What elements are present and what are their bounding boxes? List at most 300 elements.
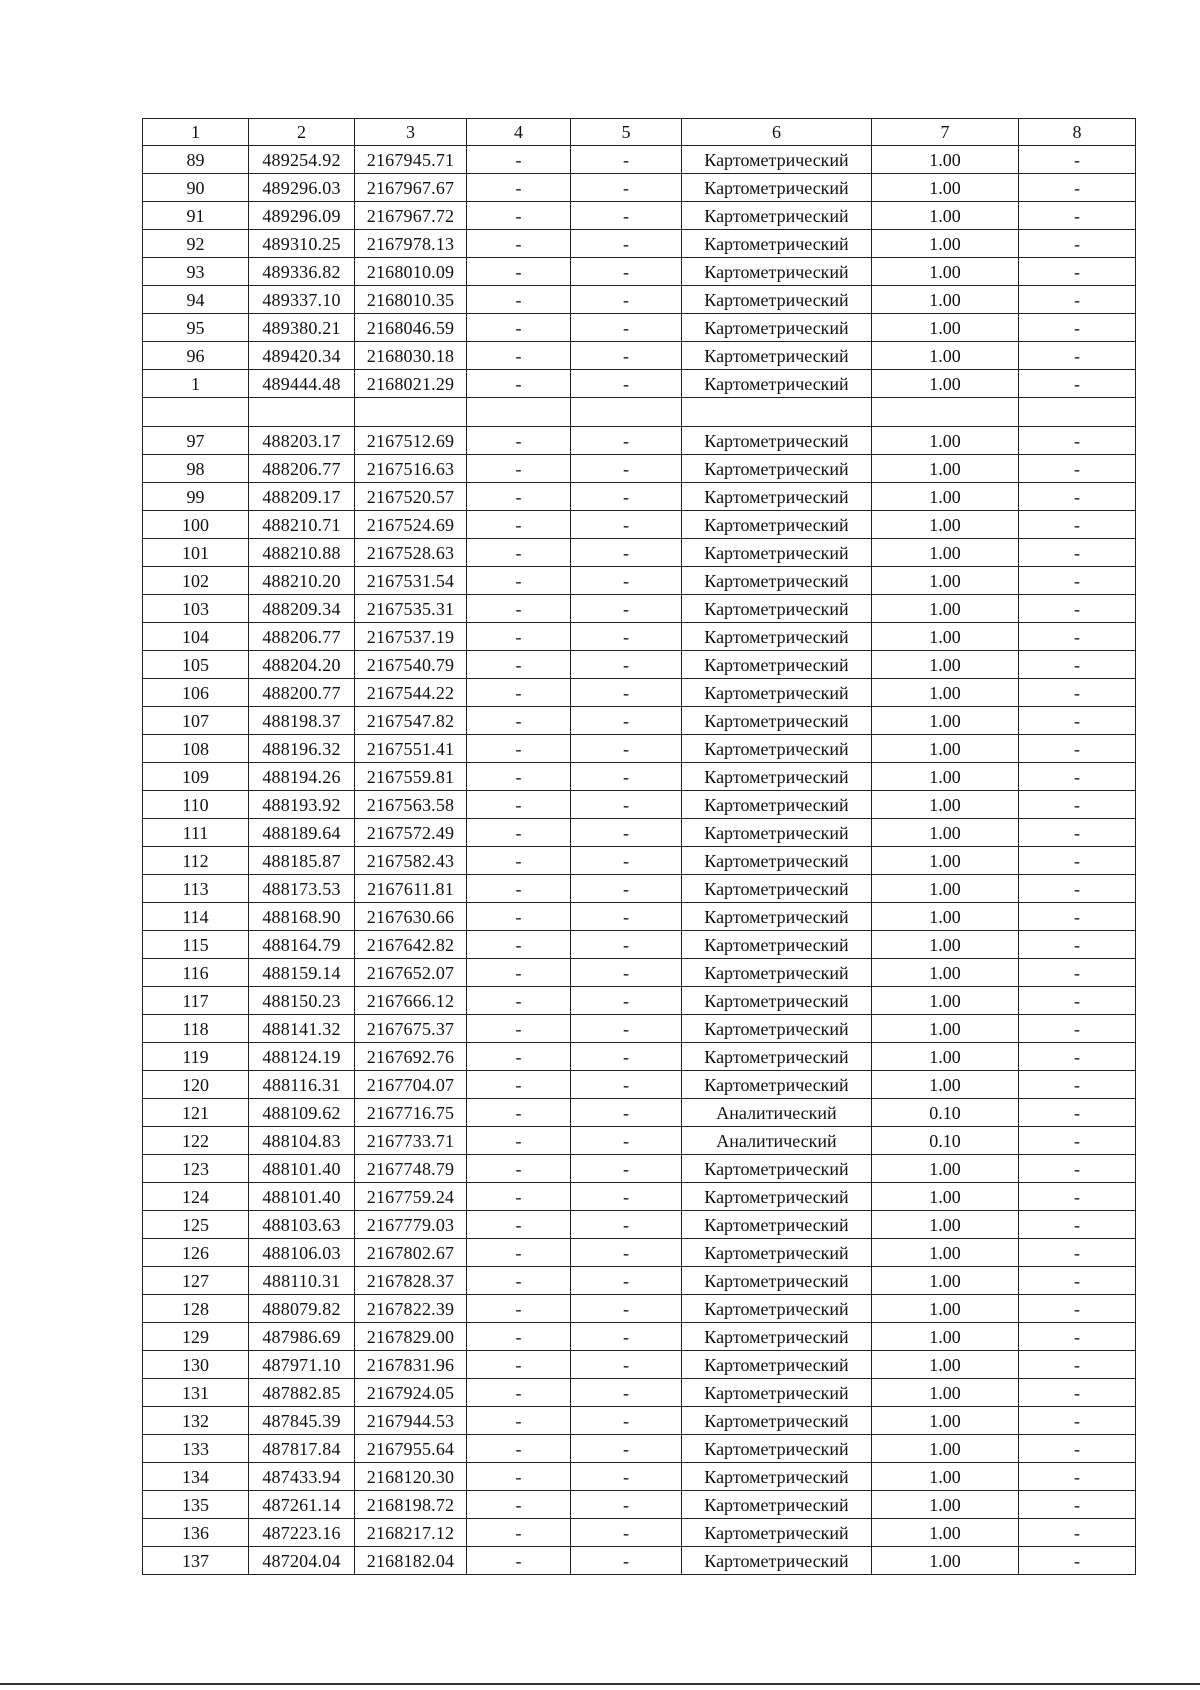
method-cell: Картометрический	[682, 1239, 872, 1267]
col8-cell: -	[1019, 707, 1136, 735]
accuracy-cell: 1.00	[872, 763, 1019, 791]
accuracy-cell: 1.00	[872, 1547, 1019, 1575]
table-row	[143, 623, 1136, 651]
method-cell: Картометрический	[682, 1435, 872, 1463]
method-cell: Картометрический	[682, 1295, 872, 1323]
col4-cell: -	[467, 1043, 571, 1071]
col8-cell: -	[1019, 1351, 1136, 1379]
y-coordinate-cell: 2167748.79	[355, 1155, 467, 1183]
y-coordinate-cell: 2167540.79	[355, 651, 467, 679]
col8-cell: -	[1019, 1547, 1136, 1575]
y-coordinate-cell: 2167544.22	[355, 679, 467, 707]
col5-cell: -	[571, 314, 682, 342]
accuracy-cell: 1.00	[872, 1463, 1019, 1491]
col4-cell: -	[467, 286, 571, 314]
method-cell: Картометрический	[682, 959, 872, 987]
y-coordinate-cell: 2167802.67	[355, 1239, 467, 1267]
y-coordinate-cell: 2168120.30	[355, 1463, 467, 1491]
accuracy-cell: 1.00	[872, 1435, 1019, 1463]
accuracy-cell: 1.00	[872, 1351, 1019, 1379]
table-row	[143, 651, 1136, 679]
accuracy-cell: 1.00	[872, 623, 1019, 651]
point-number-cell: 90	[143, 174, 249, 202]
col5-cell: -	[571, 174, 682, 202]
coordinates-table	[142, 118, 1136, 1575]
col4-cell: -	[467, 342, 571, 370]
x-coordinate-cell: 489336.82	[249, 258, 355, 286]
point-number-cell: 128	[143, 1295, 249, 1323]
col4-cell: -	[467, 1155, 571, 1183]
y-coordinate-cell: 2167759.24	[355, 1183, 467, 1211]
y-coordinate-cell: 2167945.71	[355, 146, 467, 174]
col4-cell: -	[467, 1379, 571, 1407]
method-cell: Картометрический	[682, 483, 872, 511]
col4-cell: -	[467, 483, 571, 511]
accuracy-cell: 1.00	[872, 1015, 1019, 1043]
point-number-cell: 133	[143, 1435, 249, 1463]
x-coordinate-cell: 488141.32	[249, 1015, 355, 1043]
y-coordinate-cell: 2167967.72	[355, 202, 467, 230]
accuracy-cell: 1.00	[872, 202, 1019, 230]
col8-cell: -	[1019, 1491, 1136, 1519]
y-coordinate-cell: 2167535.31	[355, 595, 467, 623]
x-coordinate-cell: 487204.04	[249, 1547, 355, 1575]
y-coordinate-cell: 2167611.81	[355, 875, 467, 903]
x-coordinate-cell: 489296.09	[249, 202, 355, 230]
accuracy-cell: 1.00	[872, 230, 1019, 258]
col4-cell: -	[467, 623, 571, 651]
col8-cell: -	[1019, 1379, 1136, 1407]
x-coordinate-cell: 488198.37	[249, 707, 355, 735]
col8-cell: -	[1019, 819, 1136, 847]
accuracy-cell: 1.00	[872, 1071, 1019, 1099]
point-number-cell	[143, 398, 249, 427]
accuracy-cell: 1.00	[872, 1323, 1019, 1351]
x-coordinate-cell: 488159.14	[249, 959, 355, 987]
col8-cell: -	[1019, 1519, 1136, 1547]
table-row	[143, 202, 1136, 230]
table-row	[143, 174, 1136, 202]
column-header: 3	[355, 119, 467, 146]
col8-cell: -	[1019, 1267, 1136, 1295]
col5-cell: -	[571, 146, 682, 174]
table-row	[143, 455, 1136, 483]
col5-cell: -	[571, 1435, 682, 1463]
table-row	[143, 595, 1136, 623]
table-row	[143, 539, 1136, 567]
point-number-cell: 102	[143, 567, 249, 595]
point-number-cell: 120	[143, 1071, 249, 1099]
point-number-cell: 89	[143, 146, 249, 174]
accuracy-cell: 0.10	[872, 1099, 1019, 1127]
point-number-cell: 106	[143, 679, 249, 707]
col8-cell: -	[1019, 1407, 1136, 1435]
table-row	[143, 1351, 1136, 1379]
col5-cell: -	[571, 1267, 682, 1295]
col4-cell: -	[467, 511, 571, 539]
col5-cell: -	[571, 1547, 682, 1575]
point-number-cell: 126	[143, 1239, 249, 1267]
point-number-cell: 99	[143, 483, 249, 511]
method-cell: Картометрический	[682, 1015, 872, 1043]
x-coordinate-cell: 488210.88	[249, 539, 355, 567]
column-header: 7	[872, 119, 1019, 146]
y-coordinate-cell: 2168198.72	[355, 1491, 467, 1519]
accuracy-cell: 1.00	[872, 735, 1019, 763]
col4-cell: -	[467, 455, 571, 483]
accuracy-cell: 1.00	[872, 539, 1019, 567]
col4-cell: -	[467, 1015, 571, 1043]
accuracy-cell: 1.00	[872, 931, 1019, 959]
accuracy-cell: 1.00	[872, 679, 1019, 707]
accuracy-cell: 1.00	[872, 1519, 1019, 1547]
col5-cell: -	[571, 483, 682, 511]
col8-cell: -	[1019, 567, 1136, 595]
col5-cell: -	[571, 286, 682, 314]
col5-cell	[571, 398, 682, 427]
x-coordinate-cell: 488185.87	[249, 847, 355, 875]
method-cell: Аналитический	[682, 1099, 872, 1127]
method-cell: Картометрический	[682, 623, 872, 651]
y-coordinate-cell: 2167551.41	[355, 735, 467, 763]
method-cell: Картометрический	[682, 286, 872, 314]
col4-cell: -	[467, 1463, 571, 1491]
column-header: 6	[682, 119, 872, 146]
table-row	[143, 1463, 1136, 1491]
table-row	[143, 370, 1136, 398]
col4-cell: -	[467, 567, 571, 595]
point-number-cell: 134	[143, 1463, 249, 1491]
col8-cell: -	[1019, 931, 1136, 959]
col5-cell: -	[571, 202, 682, 230]
accuracy-cell: 1.00	[872, 1211, 1019, 1239]
y-coordinate-cell: 2167520.57	[355, 483, 467, 511]
method-cell: Картометрический	[682, 539, 872, 567]
method-cell: Картометрический	[682, 1463, 872, 1491]
col8-cell: -	[1019, 314, 1136, 342]
table-row	[143, 483, 1136, 511]
table-row	[143, 286, 1136, 314]
col5-cell: -	[571, 1127, 682, 1155]
col5-cell: -	[571, 847, 682, 875]
col8-cell: -	[1019, 370, 1136, 398]
accuracy-cell: 1.00	[872, 314, 1019, 342]
table-row	[143, 1127, 1136, 1155]
table-row	[143, 1435, 1136, 1463]
col8-cell: -	[1019, 763, 1136, 791]
y-coordinate-cell: 2167563.58	[355, 791, 467, 819]
accuracy-cell: 1.00	[872, 1043, 1019, 1071]
col5-cell: -	[571, 1379, 682, 1407]
x-coordinate-cell: 487261.14	[249, 1491, 355, 1519]
x-coordinate-cell: 488110.31	[249, 1267, 355, 1295]
y-coordinate-cell: 2168021.29	[355, 370, 467, 398]
point-number-cell: 119	[143, 1043, 249, 1071]
col5-cell: -	[571, 427, 682, 455]
accuracy-cell: 1.00	[872, 258, 1019, 286]
blank-separator-row	[143, 398, 1136, 427]
method-cell: Картометрический	[682, 903, 872, 931]
col5-cell: -	[571, 567, 682, 595]
accuracy-cell: 1.00	[872, 1183, 1019, 1211]
point-number-cell: 118	[143, 1015, 249, 1043]
col4-cell: -	[467, 1267, 571, 1295]
col4-cell: -	[467, 1071, 571, 1099]
method-cell: Картометрический	[682, 595, 872, 623]
col5-cell: -	[571, 455, 682, 483]
point-number-cell: 103	[143, 595, 249, 623]
method-cell: Картометрический	[682, 679, 872, 707]
x-coordinate-cell: 488109.62	[249, 1099, 355, 1127]
x-coordinate-cell: 487817.84	[249, 1435, 355, 1463]
method-cell: Картометрический	[682, 567, 872, 595]
point-number-cell: 122	[143, 1127, 249, 1155]
col8-cell: -	[1019, 286, 1136, 314]
y-coordinate-cell: 2168217.12	[355, 1519, 467, 1547]
col4-cell: -	[467, 1547, 571, 1575]
table-row	[143, 1155, 1136, 1183]
column-header: 4	[467, 119, 571, 146]
accuracy-cell: 1.00	[872, 427, 1019, 455]
y-coordinate-cell: 2167547.82	[355, 707, 467, 735]
table-row	[143, 1379, 1136, 1407]
table-body	[143, 119, 1136, 1575]
point-number-cell: 116	[143, 959, 249, 987]
method-cell: Картометрический	[682, 987, 872, 1015]
method-cell: Картометрический	[682, 258, 872, 286]
method-cell: Картометрический	[682, 427, 872, 455]
point-number-cell: 113	[143, 875, 249, 903]
y-coordinate-cell	[355, 398, 467, 427]
x-coordinate-cell: 488173.53	[249, 875, 355, 903]
point-number-cell: 97	[143, 427, 249, 455]
y-coordinate-cell: 2167779.03	[355, 1211, 467, 1239]
table-row	[143, 1547, 1136, 1575]
col4-cell: -	[467, 791, 571, 819]
col5-cell: -	[571, 1491, 682, 1519]
x-coordinate-cell: 488116.31	[249, 1071, 355, 1099]
col8-cell: -	[1019, 1435, 1136, 1463]
point-number-cell: 91	[143, 202, 249, 230]
y-coordinate-cell: 2167944.53	[355, 1407, 467, 1435]
accuracy-cell: 1.00	[872, 987, 1019, 1015]
x-coordinate-cell: 488210.20	[249, 567, 355, 595]
accuracy-cell: 1.00	[872, 847, 1019, 875]
column-header: 5	[571, 119, 682, 146]
col5-cell: -	[571, 1099, 682, 1127]
col8-cell: -	[1019, 735, 1136, 763]
method-cell: Картометрический	[682, 511, 872, 539]
y-coordinate-cell: 2167924.05	[355, 1379, 467, 1407]
col8-cell: -	[1019, 875, 1136, 903]
table-row	[143, 1519, 1136, 1547]
col4-cell: -	[467, 1211, 571, 1239]
col8-cell: -	[1019, 1127, 1136, 1155]
table-row	[143, 987, 1136, 1015]
col8-cell: -	[1019, 791, 1136, 819]
y-coordinate-cell: 2167572.49	[355, 819, 467, 847]
col5-cell: -	[571, 1463, 682, 1491]
y-coordinate-cell: 2167733.71	[355, 1127, 467, 1155]
y-coordinate-cell: 2167512.69	[355, 427, 467, 455]
col4-cell: -	[467, 1351, 571, 1379]
accuracy-cell: 1.00	[872, 791, 1019, 819]
method-cell: Картометрический	[682, 174, 872, 202]
point-number-cell: 130	[143, 1351, 249, 1379]
col4-cell: -	[467, 763, 571, 791]
table-row	[143, 230, 1136, 258]
col8-cell: -	[1019, 539, 1136, 567]
col8-cell: -	[1019, 427, 1136, 455]
accuracy-cell: 1.00	[872, 1155, 1019, 1183]
method-cell: Картометрический	[682, 875, 872, 903]
col4-cell: -	[467, 903, 571, 931]
method-cell: Картометрический	[682, 455, 872, 483]
point-number-cell: 111	[143, 819, 249, 847]
col5-cell: -	[571, 539, 682, 567]
col4-cell: -	[467, 651, 571, 679]
col8-cell: -	[1019, 903, 1136, 931]
point-number-cell: 100	[143, 511, 249, 539]
col8-cell: -	[1019, 483, 1136, 511]
col4-cell: -	[467, 959, 571, 987]
method-cell: Картометрический	[682, 931, 872, 959]
col4-cell: -	[467, 1407, 571, 1435]
method-cell: Картометрический	[682, 1351, 872, 1379]
page-bottom-rule	[0, 1683, 1200, 1685]
table-row	[143, 1323, 1136, 1351]
col5-cell: -	[571, 1351, 682, 1379]
method-cell: Картометрический	[682, 230, 872, 258]
col4-cell: -	[467, 1099, 571, 1127]
col5-cell: -	[571, 1519, 682, 1547]
column-header: 2	[249, 119, 355, 146]
method-cell: Картометрический	[682, 1379, 872, 1407]
point-number-cell: 96	[143, 342, 249, 370]
y-coordinate-cell: 2167516.63	[355, 455, 467, 483]
col8-cell	[1019, 398, 1136, 427]
col5-cell: -	[571, 791, 682, 819]
point-number-cell: 131	[143, 1379, 249, 1407]
point-number-cell: 115	[143, 931, 249, 959]
y-coordinate-cell: 2167828.37	[355, 1267, 467, 1295]
col4-cell: -	[467, 427, 571, 455]
y-coordinate-cell: 2167652.07	[355, 959, 467, 987]
method-cell: Картометрический	[682, 1043, 872, 1071]
col4-cell: -	[467, 230, 571, 258]
table-row	[143, 875, 1136, 903]
x-coordinate-cell: 488193.92	[249, 791, 355, 819]
method-cell: Картометрический	[682, 707, 872, 735]
table-row	[143, 763, 1136, 791]
method-cell: Картометрический	[682, 791, 872, 819]
y-coordinate-cell: 2168010.09	[355, 258, 467, 286]
accuracy-cell: 1.00	[872, 1295, 1019, 1323]
col5-cell: -	[571, 959, 682, 987]
x-coordinate-cell: 487986.69	[249, 1323, 355, 1351]
x-coordinate-cell: 488164.79	[249, 931, 355, 959]
column-header: 1	[143, 119, 249, 146]
y-coordinate-cell: 2167704.07	[355, 1071, 467, 1099]
x-coordinate-cell: 488209.34	[249, 595, 355, 623]
accuracy-cell: 1.00	[872, 1239, 1019, 1267]
point-number-cell: 123	[143, 1155, 249, 1183]
accuracy-cell: 1.00	[872, 455, 1019, 483]
col4-cell: -	[467, 847, 571, 875]
y-coordinate-cell: 2167978.13	[355, 230, 467, 258]
col8-cell: -	[1019, 1239, 1136, 1267]
col5-cell: -	[571, 1295, 682, 1323]
col5-cell: -	[571, 511, 682, 539]
col5-cell: -	[571, 370, 682, 398]
accuracy-cell: 1.00	[872, 1491, 1019, 1519]
x-coordinate-cell: 488189.64	[249, 819, 355, 847]
y-coordinate-cell: 2167524.69	[355, 511, 467, 539]
col5-cell: -	[571, 651, 682, 679]
col4-cell: -	[467, 1435, 571, 1463]
col8-cell: -	[1019, 258, 1136, 286]
point-number-cell: 125	[143, 1211, 249, 1239]
col5-cell: -	[571, 1407, 682, 1435]
point-number-cell: 129	[143, 1323, 249, 1351]
accuracy-cell: 1.00	[872, 903, 1019, 931]
point-number-cell: 105	[143, 651, 249, 679]
header-row	[143, 119, 1136, 146]
x-coordinate-cell: 488168.90	[249, 903, 355, 931]
col8-cell: -	[1019, 623, 1136, 651]
method-cell: Аналитический	[682, 1127, 872, 1155]
x-coordinate-cell: 488106.03	[249, 1239, 355, 1267]
point-number-cell: 117	[143, 987, 249, 1015]
accuracy-cell: 1.00	[872, 1267, 1019, 1295]
col8-cell: -	[1019, 511, 1136, 539]
y-coordinate-cell: 2167630.66	[355, 903, 467, 931]
col5-cell: -	[571, 679, 682, 707]
accuracy-cell: 0.10	[872, 1127, 1019, 1155]
col8-cell: -	[1019, 595, 1136, 623]
x-coordinate-cell: 488079.82	[249, 1295, 355, 1323]
col8-cell: -	[1019, 1099, 1136, 1127]
accuracy-cell: 1.00	[872, 1379, 1019, 1407]
y-coordinate-cell: 2167642.82	[355, 931, 467, 959]
table-row	[143, 1211, 1136, 1239]
method-cell: Картометрический	[682, 1211, 872, 1239]
table-row	[143, 314, 1136, 342]
method-cell: Картометрический	[682, 651, 872, 679]
col8-cell: -	[1019, 1155, 1136, 1183]
col5-cell: -	[571, 763, 682, 791]
col5-cell: -	[571, 1015, 682, 1043]
x-coordinate-cell: 488206.77	[249, 623, 355, 651]
col4-cell: -	[467, 1491, 571, 1519]
table-row	[143, 1295, 1136, 1323]
col8-cell: -	[1019, 1015, 1136, 1043]
x-coordinate-cell: 487223.16	[249, 1519, 355, 1547]
col4-cell: -	[467, 1127, 571, 1155]
col8-cell: -	[1019, 1043, 1136, 1071]
y-coordinate-cell: 2168046.59	[355, 314, 467, 342]
method-cell: Картометрический	[682, 202, 872, 230]
method-cell: Картометрический	[682, 819, 872, 847]
col4-cell: -	[467, 819, 571, 847]
point-number-cell: 107	[143, 707, 249, 735]
table-row	[143, 707, 1136, 735]
accuracy-cell: 1.00	[872, 511, 1019, 539]
point-number-cell: 104	[143, 623, 249, 651]
accuracy-cell: 1.00	[872, 567, 1019, 595]
col4-cell: -	[467, 679, 571, 707]
col4-cell: -	[467, 1519, 571, 1547]
